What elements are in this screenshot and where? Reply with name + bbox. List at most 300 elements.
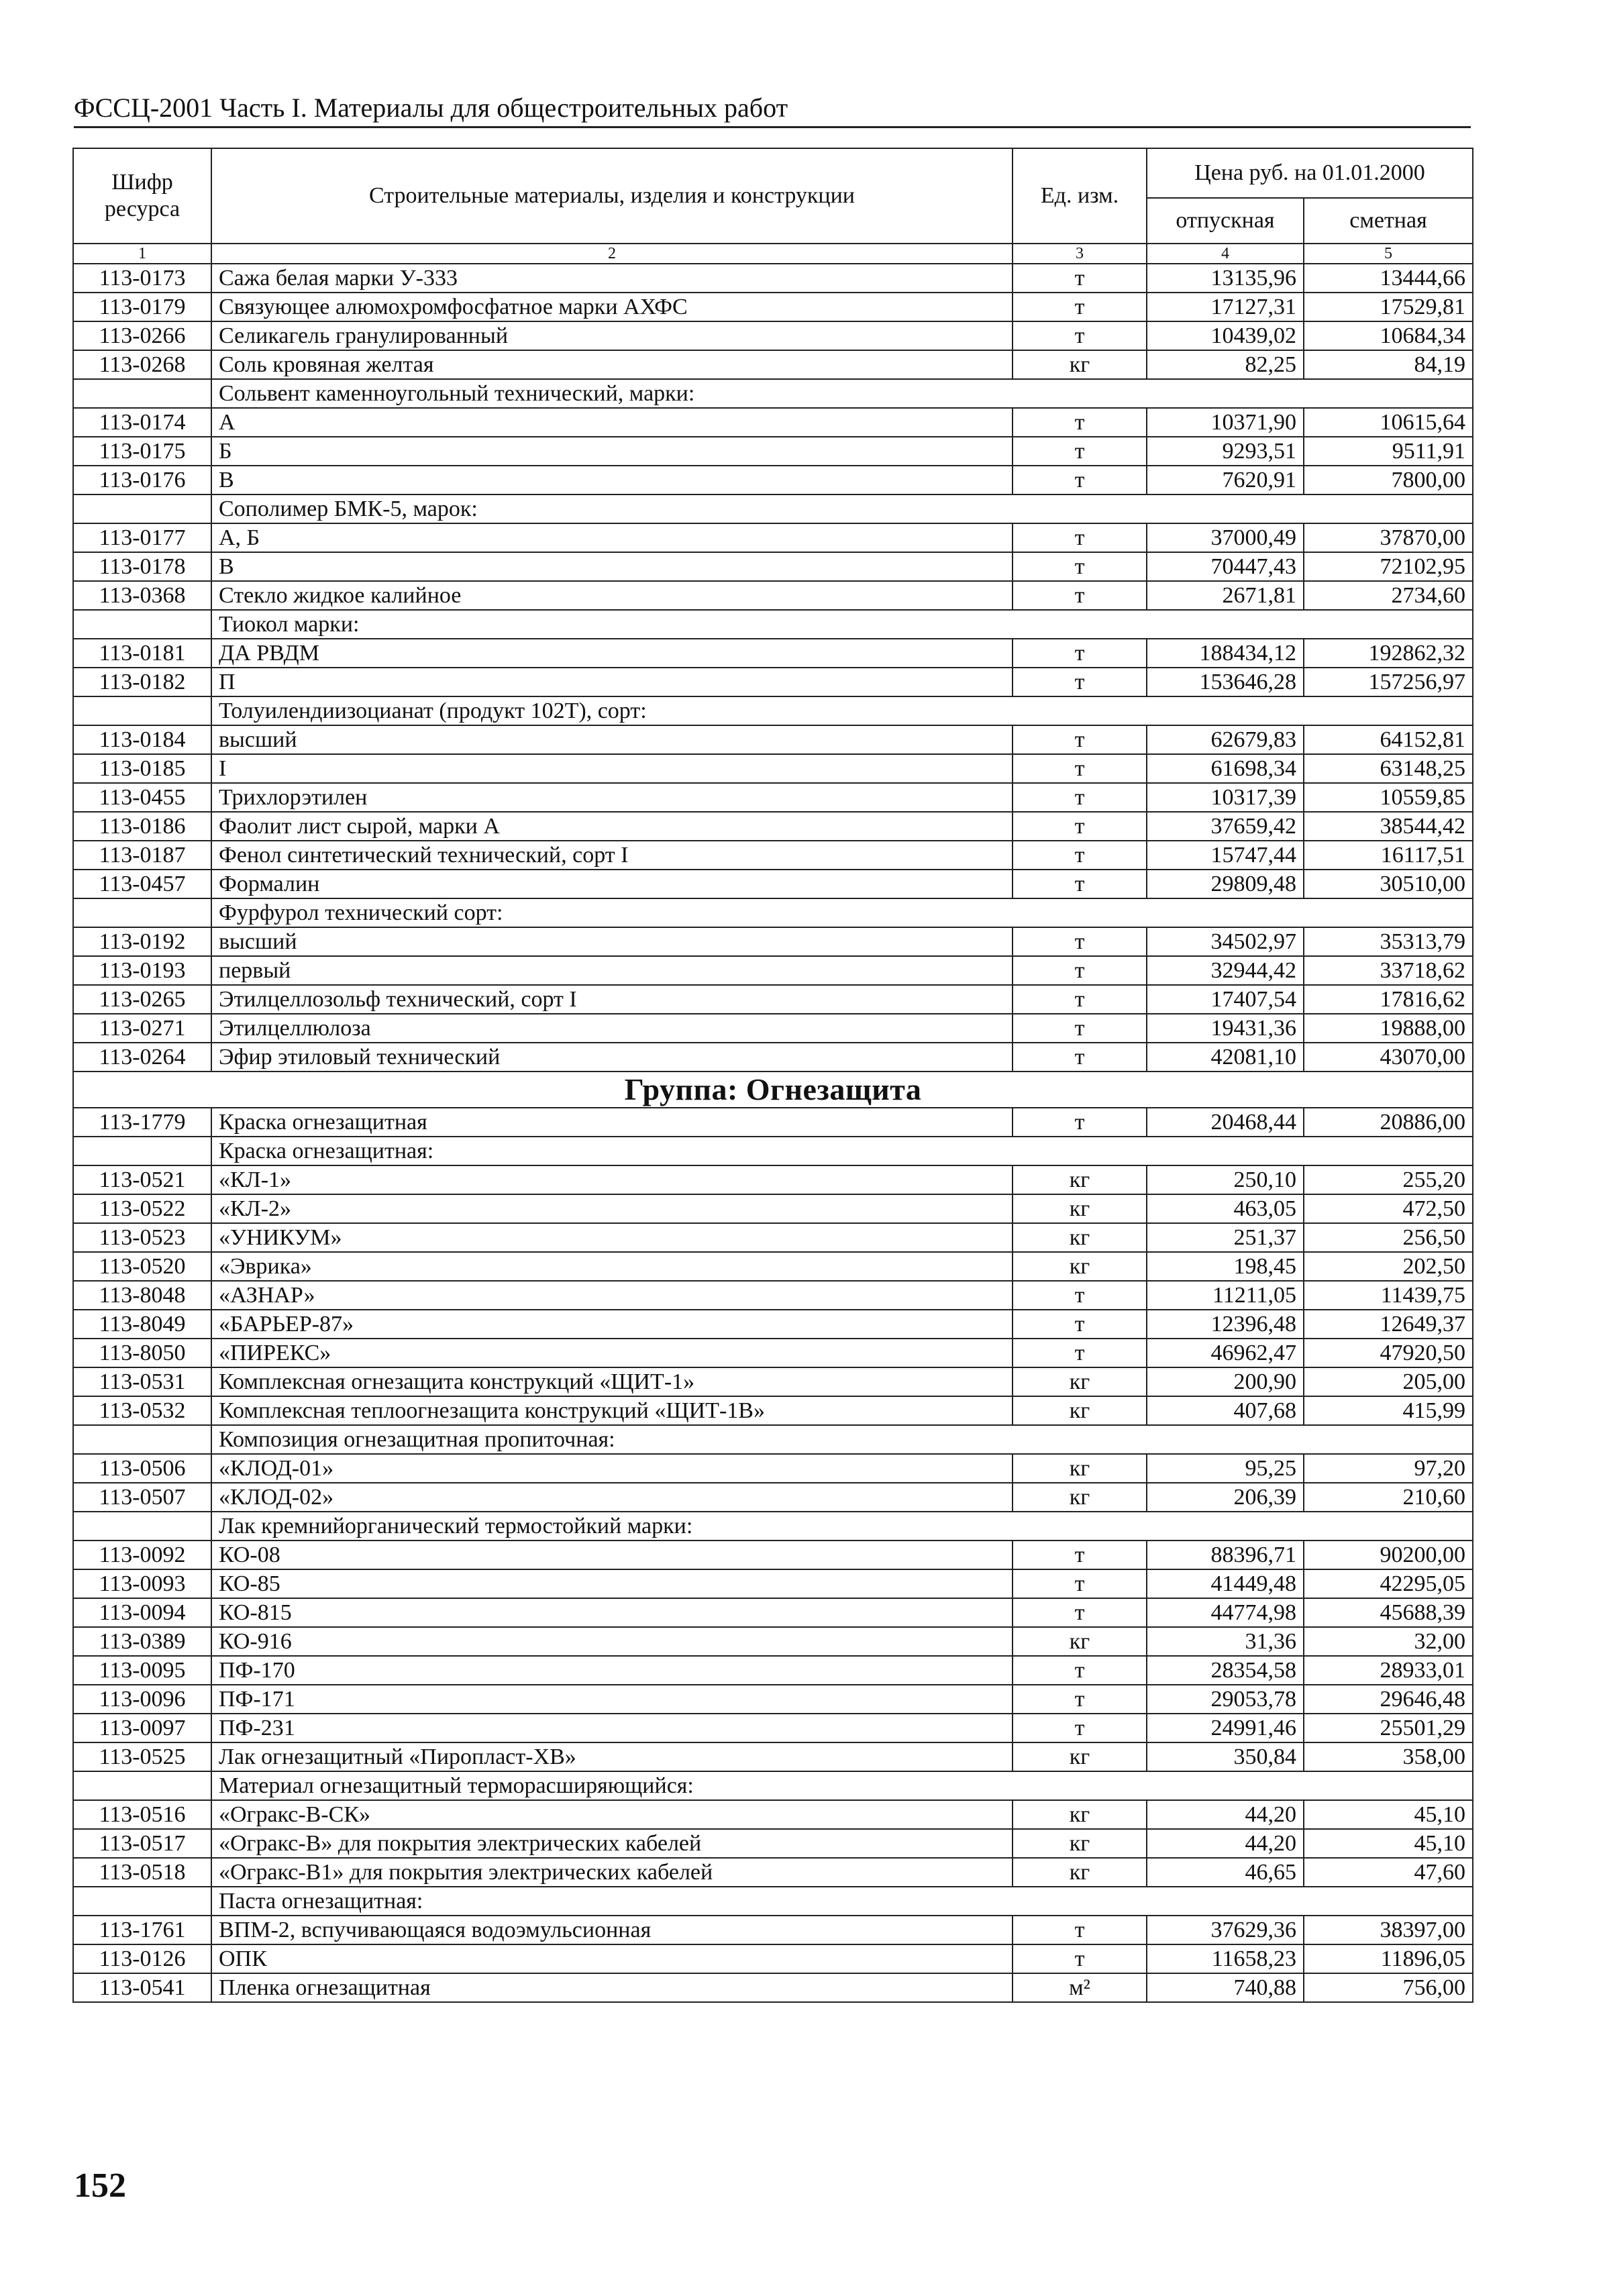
header-price-group: Цена руб. на 01.01.2000 [1147,148,1473,198]
resource-code: 113-0368 [73,581,211,610]
subgroup-title: Композиция огнезащитная пропиточная: [211,1425,1473,1454]
material-name: «КЛ-1» [211,1165,1013,1194]
release-price: 37659,42 [1147,812,1304,841]
table-row [73,1829,1473,1858]
table-row [73,1627,1473,1656]
header-release-price: отпускная [1147,198,1304,244]
material-name: «Огракс-В1» для покрытия электрических кабелей [211,1858,1013,1887]
table-row [73,1973,1473,2002]
table-body [73,264,1473,2002]
material-name: Краска огнезащитная [211,1108,1013,1137]
resource-code: 113-0523 [73,1223,211,1252]
unit: т [1013,552,1147,581]
resource-code-cell [73,1137,211,1165]
material-name: КО-08 [211,1541,1013,1569]
release-price: 46962,47 [1147,1339,1304,1367]
release-price: 29053,78 [1147,1685,1304,1714]
release-price: 200,90 [1147,1367,1304,1396]
material-name: Комплексная огнезащита конструкций «ЩИТ-1» [211,1367,1013,1396]
resource-code-cell [73,1512,211,1541]
table-row [73,1014,1473,1043]
estimate-price: 7800,00 [1304,466,1473,494]
estimate-price: 72102,95 [1304,552,1473,581]
resource-code: 113-0389 [73,1627,211,1656]
table-row [73,754,1473,783]
material-name: «КЛОД-02» [211,1483,1013,1512]
release-price: 407,68 [1147,1396,1304,1425]
table-row [73,581,1473,610]
resource-code: 113-0185 [73,754,211,783]
unit: кг [1013,1367,1147,1396]
release-price: 12396,48 [1147,1310,1304,1339]
material-name: Эфир этиловый технический [211,1043,1013,1072]
material-name: I [211,754,1013,783]
table-row [73,1541,1473,1569]
release-price: 463,05 [1147,1194,1304,1223]
resource-code-cell [73,610,211,639]
estimate-price: 45,10 [1304,1829,1473,1858]
estimate-price: 33718,62 [1304,956,1473,985]
table-row [73,1714,1473,1742]
material-name: «Огракс-В» для покрытия электрических кабелей [211,1829,1013,1858]
estimate-price: 415,99 [1304,1396,1473,1425]
estimate-price: 205,00 [1304,1367,1473,1396]
estimate-price: 28933,01 [1304,1656,1473,1685]
material-name: ПФ-231 [211,1714,1013,1742]
unit: т [1013,1310,1147,1339]
release-price: 44,20 [1147,1800,1304,1829]
resource-code: 113-0177 [73,523,211,552]
material-name: Этилцеллюлоза [211,1014,1013,1043]
release-price: 250,10 [1147,1165,1304,1194]
unit: кг [1013,1223,1147,1252]
release-price: 10439,02 [1147,321,1304,350]
table-row [73,1367,1473,1396]
material-name: КО-916 [211,1627,1013,1656]
resource-code: 113-1779 [73,1108,211,1137]
unit: т [1013,1014,1147,1043]
resource-code: 113-0186 [73,812,211,841]
table-row [73,841,1473,870]
release-price: 17127,31 [1147,293,1304,321]
estimate-price: 256,50 [1304,1223,1473,1252]
subgroup-row [73,1425,1473,1454]
unit: кг [1013,1742,1147,1771]
unit: т [1013,1685,1147,1714]
material-name: КО-815 [211,1598,1013,1627]
unit: т [1013,1944,1147,1973]
estimate-price: 202,50 [1304,1252,1473,1281]
release-price: 62679,83 [1147,725,1304,754]
estimate-price: 210,60 [1304,1483,1473,1512]
material-name: Пленка огнезащитная [211,1973,1013,2002]
release-price: 10317,39 [1147,783,1304,812]
table-row [73,985,1473,1014]
resource-code: 113-0094 [73,1598,211,1627]
estimate-price: 45688,39 [1304,1598,1473,1627]
resource-code: 113-0093 [73,1569,211,1598]
estimate-price: 756,00 [1304,1973,1473,2002]
resource-code: 113-0173 [73,264,211,293]
unit: т [1013,408,1147,437]
resource-code: 113-0268 [73,350,211,379]
subgroup-row [73,494,1473,523]
unit: м² [1013,1973,1147,2002]
unit: т [1013,1281,1147,1310]
release-price: 44,20 [1147,1829,1304,1858]
table-row [73,1742,1473,1771]
unit: т [1013,1541,1147,1569]
table-row [73,321,1473,350]
table-row [73,1194,1473,1223]
material-name: А [211,408,1013,437]
resource-code: 113-0092 [73,1541,211,1569]
subgroup-title: Паста огнезащитная: [211,1887,1473,1916]
release-price: 41449,48 [1147,1569,1304,1598]
resource-code: 113-0506 [73,1454,211,1483]
resource-code: 113-0264 [73,1043,211,1072]
estimate-price: 12649,37 [1304,1310,1473,1339]
subgroup-row [73,696,1473,725]
header-unit: Ед. изм. [1013,148,1147,244]
release-price: 198,45 [1147,1252,1304,1281]
subgroup-title: Тиокол марки: [211,610,1473,639]
estimate-price: 63148,25 [1304,754,1473,783]
release-price: 42081,10 [1147,1043,1304,1072]
table-row [73,1165,1473,1194]
material-name: В [211,466,1013,494]
table-row [73,668,1473,696]
estimate-price: 38397,00 [1304,1916,1473,1944]
estimate-price: 47,60 [1304,1858,1473,1887]
table-row [73,1252,1473,1281]
estimate-price: 43070,00 [1304,1043,1473,1072]
release-price: 2671,81 [1147,581,1304,610]
table-row [73,408,1473,437]
release-price: 46,65 [1147,1858,1304,1887]
release-price: 24991,46 [1147,1714,1304,1742]
material-name: Этилцеллозольф технический, сорт I [211,985,1013,1014]
unit: кг [1013,1627,1147,1656]
header-name: Строительные материалы, изделия и конструкции [211,148,1013,244]
material-name: первый [211,956,1013,985]
header-code: Шифр ресурса [73,148,211,244]
unit: т [1013,264,1147,293]
material-name: «Эврика» [211,1252,1013,1281]
resource-code: 113-0521 [73,1165,211,1194]
resource-code: 113-8049 [73,1310,211,1339]
table-row [73,1223,1473,1252]
table-row [73,466,1473,494]
resource-code: 113-0266 [73,321,211,350]
table-row [73,1685,1473,1714]
unit: кг [1013,1194,1147,1223]
material-name: КО-85 [211,1569,1013,1598]
resource-code: 113-0457 [73,870,211,898]
table-row [73,812,1473,841]
resource-code: 113-8048 [73,1281,211,1310]
unit: т [1013,870,1147,898]
subgroup-row [73,1887,1473,1916]
unit: кг [1013,1483,1147,1512]
resource-code: 113-0532 [73,1396,211,1425]
table-row [73,350,1473,379]
header-estimate-price: сметная [1304,198,1473,244]
release-price: 32944,42 [1147,956,1304,985]
estimate-price: 10559,85 [1304,783,1473,812]
material-name: Связующее алюмохромфосфатное марки АХФС [211,293,1013,321]
material-name: «Огракс-В-СК» [211,1800,1013,1829]
estimate-price: 47920,50 [1304,1339,1473,1367]
estimate-price: 32,00 [1304,1627,1473,1656]
material-name: Комплексная теплоогнезащита конструкций «ЩИТ-1В» [211,1396,1013,1425]
material-name: П [211,668,1013,696]
release-price: 95,25 [1147,1454,1304,1483]
unit: т [1013,293,1147,321]
column-number-row [73,244,1473,264]
estimate-price: 29646,48 [1304,1685,1473,1714]
release-price: 17407,54 [1147,985,1304,1014]
table-row [73,1483,1473,1512]
estimate-price: 42295,05 [1304,1569,1473,1598]
resource-code: 113-0095 [73,1656,211,1685]
table-row [73,1310,1473,1339]
unit: т [1013,466,1147,494]
table-row [73,639,1473,668]
table-row [73,783,1473,812]
resource-code: 113-0517 [73,1829,211,1858]
release-price: 37629,36 [1147,1916,1304,1944]
material-name: «УНИКУМ» [211,1223,1013,1252]
subgroup-row [73,1512,1473,1541]
table-row [73,1944,1473,1973]
material-name: Селикагель гранулированный [211,321,1013,350]
unit: т [1013,1569,1147,1598]
table-row [73,523,1473,552]
estimate-price: 17816,62 [1304,985,1473,1014]
resource-code-cell [73,1887,211,1916]
resource-code-cell [73,1425,211,1454]
estimate-price: 192862,32 [1304,639,1473,668]
resource-code: 113-0178 [73,552,211,581]
estimate-price: 37870,00 [1304,523,1473,552]
table-row [73,1108,1473,1137]
subgroup-row [73,1137,1473,1165]
column-number: 1 [73,244,211,264]
release-price: 9293,51 [1147,437,1304,466]
table-row [73,870,1473,898]
unit: т [1013,1916,1147,1944]
group-heading-row [73,1072,1473,1108]
subgroup-title: Краска огнезащитная: [211,1137,1473,1165]
resource-code: 113-0192 [73,927,211,956]
table-row [73,956,1473,985]
release-price: 13135,96 [1147,264,1304,293]
unit: т [1013,437,1147,466]
estimate-price: 19888,00 [1304,1014,1473,1043]
unit: кг [1013,1800,1147,1829]
release-price: 740,88 [1147,1973,1304,2002]
unit: кг [1013,1252,1147,1281]
subgroup-title: Сольвент каменноугольный технический, марки: [211,379,1473,408]
unit: т [1013,1656,1147,1685]
estimate-price: 472,50 [1304,1194,1473,1223]
material-name: ПФ-170 [211,1656,1013,1685]
material-name: Фаолит лист сырой, марки А [211,812,1013,841]
table-row [73,264,1473,293]
unit: кг [1013,1454,1147,1483]
page-header: ФССЦ-2001 Часть I. Материалы для общестроительных работ [74,91,1471,128]
estimate-price: 11439,75 [1304,1281,1473,1310]
table-row [73,725,1473,754]
unit: кг [1013,1858,1147,1887]
unit: т [1013,956,1147,985]
resource-code: 113-0126 [73,1944,211,1973]
estimate-price: 13444,66 [1304,264,1473,293]
material-name: ДА РВДМ [211,639,1013,668]
subgroup-title: Лак кремнийорганический термостойкий марки: [211,1512,1473,1541]
resource-code: 113-0096 [73,1685,211,1714]
unit: т [1013,523,1147,552]
estimate-price: 2734,60 [1304,581,1473,610]
resource-code-cell [73,494,211,523]
unit: т [1013,668,1147,696]
resource-code-cell [73,898,211,927]
material-name: Б [211,437,1013,466]
material-name: высший [211,725,1013,754]
resource-code: 113-0182 [73,668,211,696]
estimate-price: 10684,34 [1304,321,1473,350]
table-row [73,1916,1473,1944]
estimate-price: 84,19 [1304,350,1473,379]
resource-code: 113-0184 [73,725,211,754]
unit: т [1013,783,1147,812]
unit: т [1013,1043,1147,1072]
table-row [73,1043,1473,1072]
material-name: Лак огнезащитный «Пиропласт-ХВ» [211,1742,1013,1771]
unit: т [1013,725,1147,754]
material-name: ОПК [211,1944,1013,1973]
release-price: 11658,23 [1147,1944,1304,1973]
resource-code: 113-0531 [73,1367,211,1396]
estimate-price: 9511,91 [1304,437,1473,466]
resource-code: 113-0271 [73,1014,211,1043]
estimate-price: 35313,79 [1304,927,1473,956]
release-price: 88396,71 [1147,1541,1304,1569]
resource-code: 113-0187 [73,841,211,870]
unit: кг [1013,1396,1147,1425]
material-name: «КЛ-2» [211,1194,1013,1223]
unit: т [1013,1339,1147,1367]
release-price: 29809,48 [1147,870,1304,898]
estimate-price: 255,20 [1304,1165,1473,1194]
resource-code: 113-0507 [73,1483,211,1512]
resource-code: 113-1761 [73,1916,211,1944]
release-price: 31,36 [1147,1627,1304,1656]
estimate-price: 30510,00 [1304,870,1473,898]
unit: кг [1013,350,1147,379]
release-price: 251,37 [1147,1223,1304,1252]
unit: т [1013,841,1147,870]
material-name: Соль кровяная желтая [211,350,1013,379]
resource-code-cell [73,379,211,408]
subgroup-row [73,379,1473,408]
release-price: 37000,49 [1147,523,1304,552]
unit: т [1013,812,1147,841]
resource-code: 113-0097 [73,1714,211,1742]
resource-code: 113-0176 [73,466,211,494]
resource-code: 113-0541 [73,1973,211,2002]
resource-code: 113-8050 [73,1339,211,1367]
unit: т [1013,754,1147,783]
release-price: 28354,58 [1147,1656,1304,1685]
release-price: 19431,36 [1147,1014,1304,1043]
column-number: 3 [1013,244,1147,264]
unit: т [1013,321,1147,350]
table-row [73,1858,1473,1887]
release-price: 350,84 [1147,1742,1304,1771]
release-price: 82,25 [1147,350,1304,379]
resource-code: 113-0179 [73,293,211,321]
release-price: 70447,43 [1147,552,1304,581]
material-name: «ПИРЕКС» [211,1339,1013,1367]
release-price: 7620,91 [1147,466,1304,494]
unit: кг [1013,1165,1147,1194]
estimate-price: 157256,97 [1304,668,1473,696]
table-row [73,1454,1473,1483]
unit: т [1013,985,1147,1014]
table-row [73,1800,1473,1829]
estimate-price: 358,00 [1304,1742,1473,1771]
resource-code: 113-0181 [73,639,211,668]
column-number: 5 [1304,244,1473,264]
group-heading: Группа: Огнезащита [73,1072,1473,1108]
estimate-price: 45,10 [1304,1800,1473,1829]
material-name: В [211,552,1013,581]
release-price: 10371,90 [1147,408,1304,437]
column-number: 2 [211,244,1013,264]
table-row [73,1281,1473,1310]
release-price: 188434,12 [1147,639,1304,668]
unit: т [1013,1108,1147,1137]
table-row [73,1656,1473,1685]
table-row [73,927,1473,956]
estimate-price: 97,20 [1304,1454,1473,1483]
price-table [72,148,1473,2003]
subgroup-title: Толуилендиизоцианат (продукт 102Т), сорт: [211,696,1473,725]
table-row [73,293,1473,321]
material-name: Трихлорэтилен [211,783,1013,812]
material-name: А, Б [211,523,1013,552]
material-name: Формалин [211,870,1013,898]
estimate-price: 20886,00 [1304,1108,1473,1137]
table-row [73,437,1473,466]
material-name: «БАРЬЕР-87» [211,1310,1013,1339]
unit: кг [1013,1829,1147,1858]
estimate-price: 11896,05 [1304,1944,1473,1973]
column-number: 4 [1147,244,1304,264]
resource-code: 113-0193 [73,956,211,985]
release-price: 206,39 [1147,1483,1304,1512]
material-name: Стекло жидкое калийное [211,581,1013,610]
estimate-price: 17529,81 [1304,293,1473,321]
material-name: ПФ-171 [211,1685,1013,1714]
release-price: 20468,44 [1147,1108,1304,1137]
release-price: 61698,34 [1147,754,1304,783]
material-name: «КЛОД-01» [211,1454,1013,1483]
page-number: 152 [74,2167,126,2205]
subgroup-title: Материал огнезащитный терморасширяющийся: [211,1771,1473,1800]
